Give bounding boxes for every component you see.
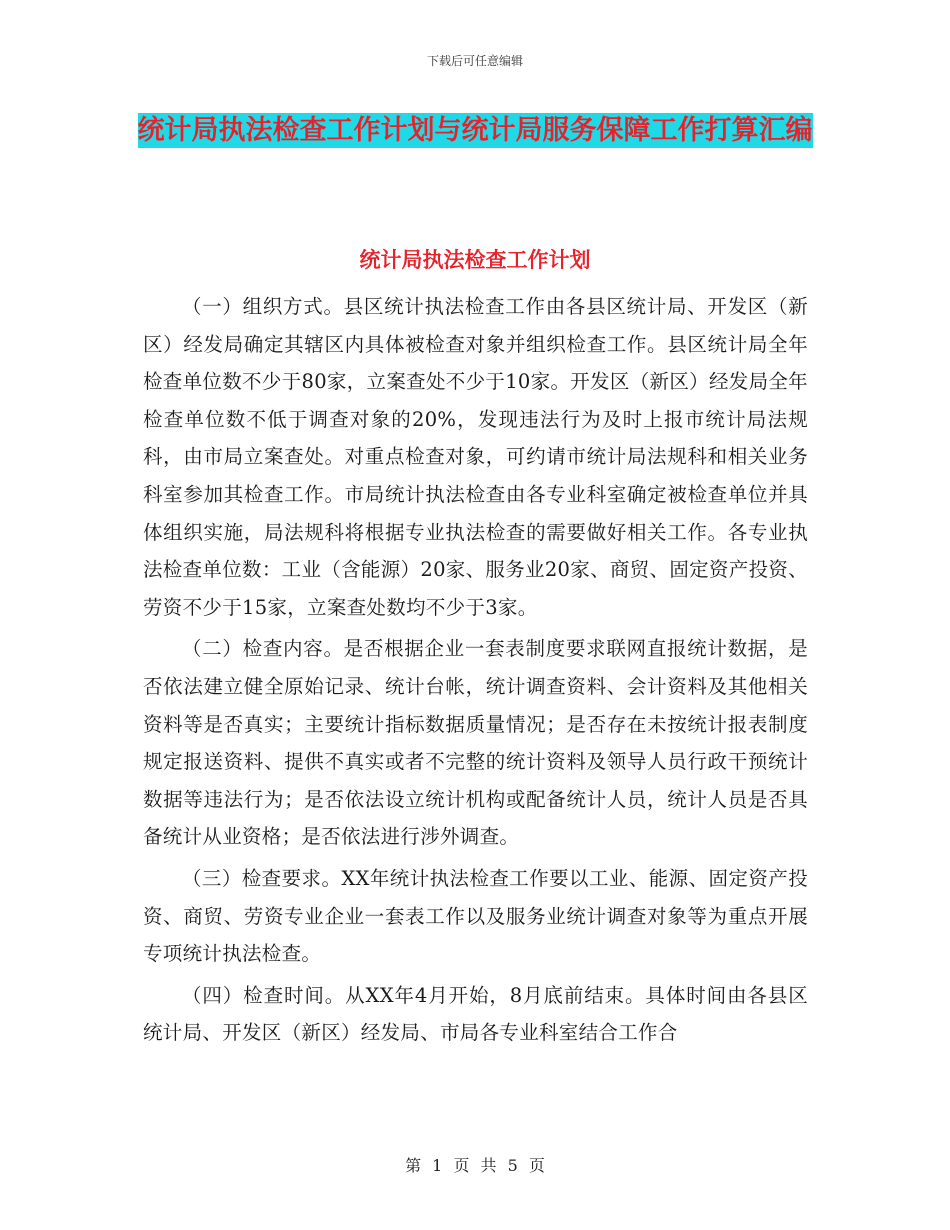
paragraph-4: （四）检查时间。从XX年4月开始，8月底前结束。具体时间由各县区统计局、开发区（新区）经发局、市局各专业科室结合工作合 bbox=[143, 983, 808, 1045]
section-title: 统计局执法检查工作计划 bbox=[359, 248, 591, 272]
paragraph-3: （三）检查要求。XX年统计执法检查工作要以工业、能源、固定资产投资、商贸、劳资专业企业一套表工作以及服务业统计调查对象等为重点开展专项统计执法检查。 bbox=[143, 866, 808, 966]
paragraph-1: （一）组织方式。县区统计执法检查工作由各县区统计局、开发区（新区）经发局确定其辖区内具体被检查对象并组织检查工作。县区统计局全年检查单位数不少于80家，立案查处不少于10家。开发区（新区）经发局全年检查单位数不低于调查对象的20%，发现违法行为及时上报市统计局法规科，由市局立案查处。对重点检查对象，可约请市统计局法规科和相关业务科室参加其检查工作。市局统计执法检查由各专业科室确定被检查单位并具体组织实施，局法规科将根据专业执法检查的需要做好相关工作。各专业执法检查单位数：工业（含能源）20家、服务业20家、商贸、固定资产投资、劳资不少于15家，立案查处数均不少于3家。 bbox=[143, 295, 808, 619]
body-text bbox=[143, 288, 808, 1056]
page-footer: 第 1 页 共 5 页 bbox=[405, 1156, 545, 1175]
header-note: 下载后可任意编辑 bbox=[426, 54, 523, 68]
document-title-text: 统计局执法检查工作计划与统计局服务保障工作打算汇编 bbox=[137, 115, 813, 146]
paragraph-2: （二）检查内容。是否根据企业一套表制度要求联网直报统计数据，是否依法建立健全原始记录、统计台帐，统计调查资料、会计资料及其他相关资料等是否真实；主要统计指标数据质量情况；是否存在未按统计报表制度规定报送资料、提供不真实或者不完整的统计资料及领导人员行政干预统计数据等违法行为；是否依法设立统计机构或配备统计人员，统计人员是否具备统计从业资格；是否依法进行涉外调查。 bbox=[143, 637, 808, 849]
document-title bbox=[120, 106, 830, 156]
